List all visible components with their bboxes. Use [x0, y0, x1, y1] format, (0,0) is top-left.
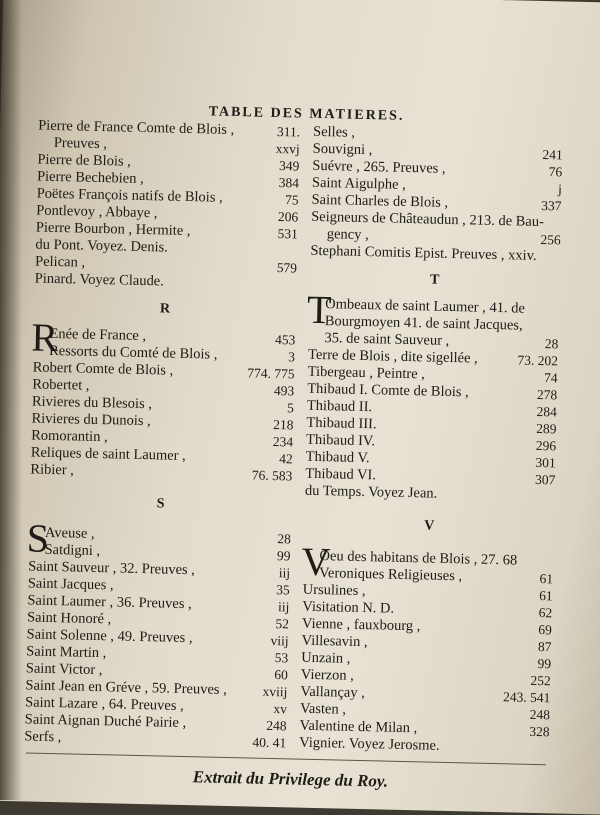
entry-text: Vallançay ,: [300, 683, 366, 702]
entry-text: du Temps. Voyez Jean.: [304, 482, 438, 502]
entry-text: Thibaud IV.: [305, 431, 376, 450]
entry-page: 328: [529, 723, 550, 740]
drop-cap-t: T: [306, 286, 333, 333]
entry-page: 69: [538, 622, 553, 638]
entry-text: Selles ,: [312, 123, 356, 141]
entry-page: 493: [273, 382, 295, 399]
entry-text: Saint Martin ,: [26, 643, 107, 662]
entry-text: Unzain ,: [301, 649, 351, 667]
entry-page: viij: [270, 632, 289, 649]
entry-text: Visitation N. D.: [302, 598, 395, 617]
section-heading-v: V: [423, 518, 435, 534]
section-heading-t: T: [429, 272, 440, 288]
entry-text: Oeu des habitans de Blois , 27. 68: [319, 548, 518, 569]
entry-text: Vignier. Voyez Jerosme.: [299, 734, 440, 754]
entry-text: Saint Solenne , 49. Preuves ,: [26, 626, 193, 647]
entry-page: 28: [544, 336, 559, 352]
section-v: [299, 538, 554, 758]
entry-page: iij: [277, 599, 290, 615]
entry-text: 35. de saint Sauveur ,: [324, 330, 450, 349]
entry-text: Poëtes François natifs de Blois ,: [36, 185, 223, 206]
entry-page: 3: [288, 349, 296, 365]
entry-text: Pelican ,: [34, 253, 86, 271]
entry-text: Ressorts du Comté de Blois ,: [48, 342, 218, 363]
entry-text: Satdigni ,: [44, 541, 101, 560]
entry-page: 248: [266, 717, 287, 734]
entry-text: gency ,: [326, 226, 369, 244]
entry-page: 531: [277, 226, 298, 242]
entry-page: 234: [272, 433, 294, 450]
entry-text: Saint Charles de Blois ,: [311, 191, 449, 211]
entry-text: Saint Jean en Gréve , 59. Preuves ,: [25, 677, 227, 698]
entry-page: 774. 775: [247, 365, 295, 382]
gutter-shadow: [0, 0, 22, 800]
entry-text: Souvigni ,: [312, 140, 373, 159]
right-column: [299, 124, 563, 758]
entry-text: Suévre , 265. Preuves ,: [312, 157, 446, 177]
entry-page: 99: [276, 548, 291, 564]
entry-text: Ribier ,: [30, 461, 75, 479]
entry-text: Pierre Bechebien ,: [36, 168, 144, 187]
entry-page: 256: [540, 231, 561, 248]
entry-text: Robertet ,: [32, 376, 90, 394]
entry-text: Saint Aignan Duché Pairie ,: [24, 711, 187, 732]
entry-page: 278: [536, 386, 558, 403]
entry-page: 252: [530, 672, 551, 689]
entry-page: 76: [548, 164, 563, 180]
page-title: TABLE DES MATIERES.: [208, 104, 405, 124]
entry-page: 349: [278, 158, 300, 174]
entry-text: du Pont. Voyez. Denis.: [35, 236, 169, 256]
entry-text: Ombeaux de saint Laumer , 41. de: [325, 296, 526, 317]
entry-page: 206: [277, 209, 299, 225]
entry-page: 311.: [276, 123, 301, 140]
footer-heading: Extrait du Privilege du Roy.: [192, 767, 389, 791]
entry-page: iij: [278, 565, 291, 581]
entry-text: Thibaud VI.: [305, 465, 377, 484]
entry-text: Vierzon ,: [300, 666, 355, 684]
entry-text: Aveuse ,: [44, 524, 95, 542]
entry-text: Pinard. Voyez Claude.: [34, 270, 165, 290]
entry-page: 60: [274, 667, 288, 683]
entry-page: 61: [538, 588, 553, 604]
entry-page: 40. 41: [252, 734, 287, 751]
entry-text: Seigneurs de Châteaudun , 213. de Bau-: [311, 208, 545, 231]
entry-page: j: [557, 181, 563, 197]
entry-page: 453: [274, 331, 296, 348]
entry-text: Pierre Bourbon , Hermite ,: [35, 219, 191, 240]
entry-page: 75: [284, 192, 299, 208]
drop-cap-r: R: [30, 314, 59, 361]
left-block-p: [35, 118, 301, 294]
entry-page: 243. 541: [502, 689, 551, 706]
section-heading-s: S: [156, 496, 165, 512]
entry-text: Thibaud V.: [305, 448, 370, 467]
section-t: [304, 286, 560, 506]
entry-text: Pierre de France Comte de Blois ,: [38, 117, 235, 139]
entry-page: 289: [536, 420, 557, 437]
entry-page: 87: [537, 639, 552, 655]
entry-page: xxvj: [275, 140, 300, 157]
section-r: [30, 314, 296, 485]
entry-page: 73. 202: [517, 352, 559, 369]
entry-text: Rivieres du Blesois ,: [31, 393, 153, 413]
entry-text: Serfs ,: [24, 728, 62, 746]
entry-text: Thibaud I. Comte de Blois ,: [307, 380, 469, 401]
right-block-v: [299, 548, 554, 758]
section-heading-r: R: [159, 301, 171, 317]
entry-text: Thibaud III.: [306, 414, 377, 433]
entry-page: 241: [542, 147, 563, 163]
entry-text: Enée de France ,: [49, 325, 147, 345]
entry-page: 35: [276, 582, 290, 598]
entry-text: Rivieres du Dunois ,: [31, 410, 151, 430]
entry-page: 296: [535, 437, 557, 454]
entry-text: Bourgmoyen 41. de saint Jacques,: [324, 313, 523, 334]
entry-text: Robert Comte de Blois ,: [32, 359, 174, 379]
entry-page: 579: [276, 260, 298, 276]
entry-text: Thibaud II.: [306, 397, 373, 416]
entry-text: Vienne , fauxbourg ,: [301, 615, 421, 635]
entry-page: 99: [537, 656, 552, 672]
left-block-s: [24, 524, 291, 751]
entry-page: 218: [273, 416, 294, 433]
entry-text: Terre de Blois , dite sigellée ,: [307, 346, 478, 367]
entry-text: Preuves ,: [53, 134, 108, 153]
entry-page: xviij: [262, 683, 288, 700]
right-block-t: [305, 296, 560, 506]
entry-page: 61: [539, 571, 554, 587]
entry-page: 5: [286, 400, 295, 416]
entry-page: 74: [543, 370, 558, 386]
entry-text: Pierre de Blois ,: [37, 151, 132, 170]
left-block-r: [30, 326, 295, 485]
entry-text: Pontlevoy , Abbaye ,: [36, 202, 158, 222]
entry-text: Romorantin ,: [30, 427, 108, 446]
entry-text: Saint Honoré ,: [26, 609, 112, 628]
entry-page: 307: [534, 471, 556, 488]
drop-cap-s: S: [26, 515, 50, 561]
entry-page: 248: [529, 706, 551, 723]
right-block-s: [310, 124, 563, 266]
entry-text: Saint Victor ,: [25, 660, 103, 679]
entry-page: 76. 583: [251, 467, 293, 484]
entry-text: Ursulines ,: [302, 581, 366, 600]
entry-page: 42: [279, 451, 293, 467]
section-s: [24, 515, 292, 751]
entry-text: Reliques de saint Laumer ,: [30, 444, 186, 464]
left-column: [24, 118, 300, 752]
entry-page: 284: [536, 403, 558, 420]
entry-text: Saint Aigulphe ,: [311, 174, 406, 193]
entry-text: Veroniques Religieuses ,: [318, 565, 463, 585]
entry-text: Saint Sauveur , 32. Preuves ,: [28, 558, 196, 579]
entry-text: Saint Jacques ,: [27, 575, 114, 594]
entry-text: Tibergeau , Peintre ,: [307, 363, 426, 383]
entry-page: 384: [278, 175, 300, 191]
entry-text: Saint Laumer , 36. Preuves ,: [27, 592, 192, 613]
entry-text: Valentine de Milan ,: [299, 717, 418, 737]
drop-cap-v: V: [300, 538, 331, 585]
entry-page: xv: [273, 701, 288, 717]
entry-page: 28: [277, 531, 292, 547]
entry-page: 53: [274, 650, 289, 666]
entry-text: Stephani Comitis Epist. Preuves , xxiv.: [310, 242, 537, 264]
entry-page: 301: [535, 454, 556, 471]
entry-page: 52: [275, 616, 290, 632]
entry-text: Vasten ,: [299, 700, 347, 718]
entry-text: Saint Lazare , 64. Preuves ,: [24, 694, 184, 715]
entry-page: 337: [541, 197, 562, 214]
entry-text: Villesavin ,: [301, 632, 368, 651]
entry-page: 62: [538, 605, 553, 621]
